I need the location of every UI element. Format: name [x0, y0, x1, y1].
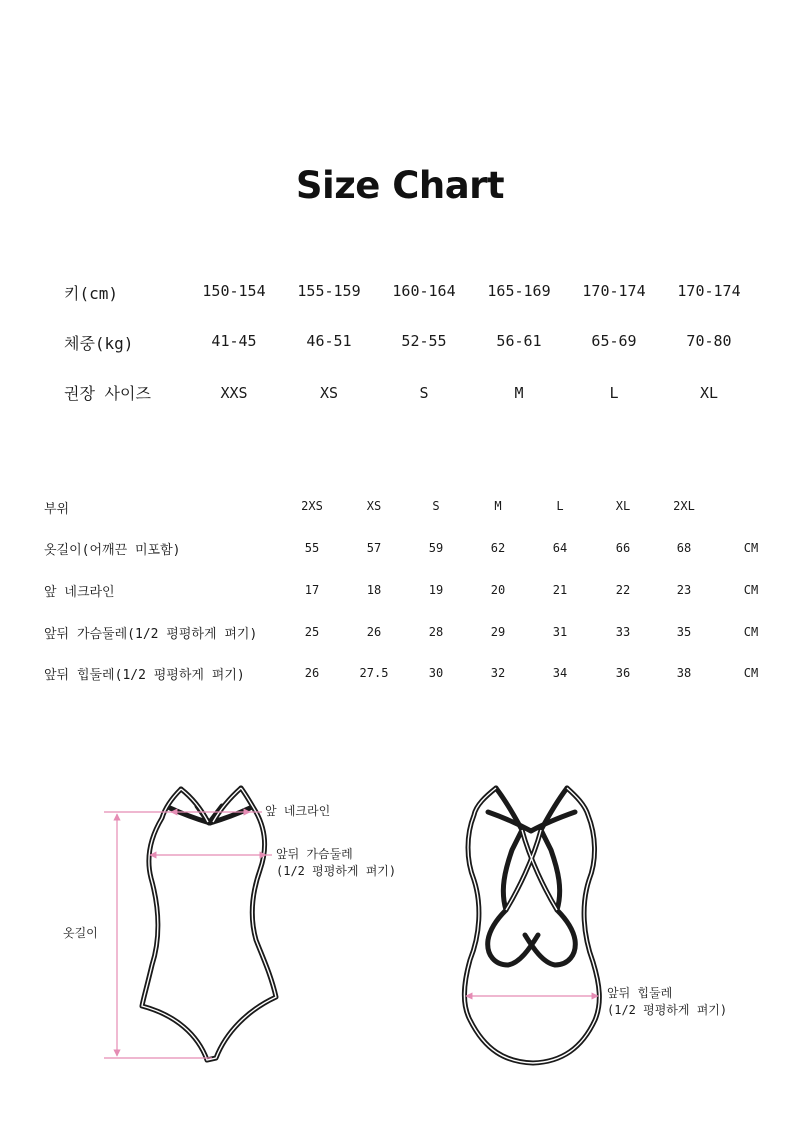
table-cell: 170-174	[677, 282, 741, 300]
row-label-height: 키(cm)	[64, 284, 118, 303]
table-cell: 170-174	[582, 282, 646, 300]
row-label-length: 옷길이(어깨끈 미포함)	[44, 543, 181, 558]
table-cell: 20	[490, 583, 506, 597]
size-header: XL	[615, 499, 631, 513]
table-cell: 25	[304, 625, 320, 639]
length-annotation: 옷길이	[63, 926, 98, 940]
row-label-chest: 앞뒤 가슴둘레(1/2 평평하게 펴기)	[44, 627, 258, 642]
table-cell: 59	[428, 541, 444, 555]
table-cell: 17	[304, 583, 320, 597]
unit-label: CM	[743, 666, 759, 680]
size-header: 2XS	[301, 499, 323, 513]
table-cell: XXS	[220, 384, 248, 402]
size-header: XS	[366, 499, 382, 513]
table-cell: 150-154	[202, 282, 266, 300]
table-cell: 26	[304, 666, 320, 680]
table-cell: S	[419, 384, 429, 402]
row-label-recommended-size: 권장 사이즈	[64, 384, 151, 403]
unit-label: CM	[743, 541, 759, 555]
table-cell: 62	[490, 541, 506, 555]
table-cell: 56-61	[496, 332, 542, 350]
table-cell: 155-159	[297, 282, 361, 300]
table-cell: 23	[676, 583, 692, 597]
table-cell: 26	[366, 625, 382, 639]
table-cell: M	[514, 384, 524, 402]
table-cell: 34	[552, 666, 568, 680]
table-cell: 65-69	[591, 332, 637, 350]
table-cell: 52-55	[401, 332, 447, 350]
size-header: S	[432, 499, 440, 513]
neckline-annotation: 앞 네크라인	[265, 804, 331, 818]
table-cell: 19	[428, 583, 444, 597]
table-cell: 38	[676, 666, 692, 680]
table-cell: 29	[490, 625, 506, 639]
table-cell: 160-164	[392, 282, 456, 300]
table-cell: 64	[552, 541, 568, 555]
table-cell: 18	[366, 583, 382, 597]
size-header: 2XL	[673, 499, 695, 513]
table-cell: 66	[615, 541, 631, 555]
table-cell: 41-45	[211, 332, 257, 350]
header-label: 부위	[44, 502, 70, 517]
table-cell: 30	[428, 666, 444, 680]
unit-label: CM	[743, 625, 759, 639]
table-cell: XS	[319, 384, 339, 402]
table-cell: 165-169	[487, 282, 551, 300]
page-title: Size Chart	[295, 164, 505, 207]
size-header: M	[494, 499, 502, 513]
table-cell: 70-80	[686, 332, 732, 350]
table-cell: L	[609, 384, 619, 402]
table-cell: 33	[615, 625, 631, 639]
table-cell: 22	[615, 583, 631, 597]
table-cell: 57	[366, 541, 382, 555]
table-cell: 36	[615, 666, 631, 680]
hip-annotation: 앞뒤 힙둘레 (1/2 평평하게 펴기)	[607, 986, 728, 1017]
unit-label: CM	[743, 583, 759, 597]
back-swimsuit-outline	[464, 788, 599, 1063]
table-cell: 31	[552, 625, 568, 639]
chest-annotation: 앞뒤 가슴둘레 (1/2 평평하게 펴기)	[276, 847, 397, 878]
row-label-hip: 앞뒤 힙둘레(1/2 평평하게 펴기)	[44, 668, 245, 683]
table-cell: 35	[676, 625, 692, 639]
row-label-neckline: 앞 네크라인	[44, 585, 115, 600]
table-cell: 27.5	[359, 666, 389, 680]
table-cell: XL	[699, 384, 719, 402]
size-header: L	[556, 499, 564, 513]
front-swimsuit-outline	[142, 788, 276, 1060]
table-cell: 46-51	[306, 332, 352, 350]
row-label-weight: 체중(kg)	[64, 334, 134, 353]
table-cell: 21	[552, 583, 568, 597]
table-cell: 55	[304, 541, 320, 555]
table-cell: 68	[676, 541, 692, 555]
table-cell: 28	[428, 625, 444, 639]
table-cell: 32	[490, 666, 506, 680]
